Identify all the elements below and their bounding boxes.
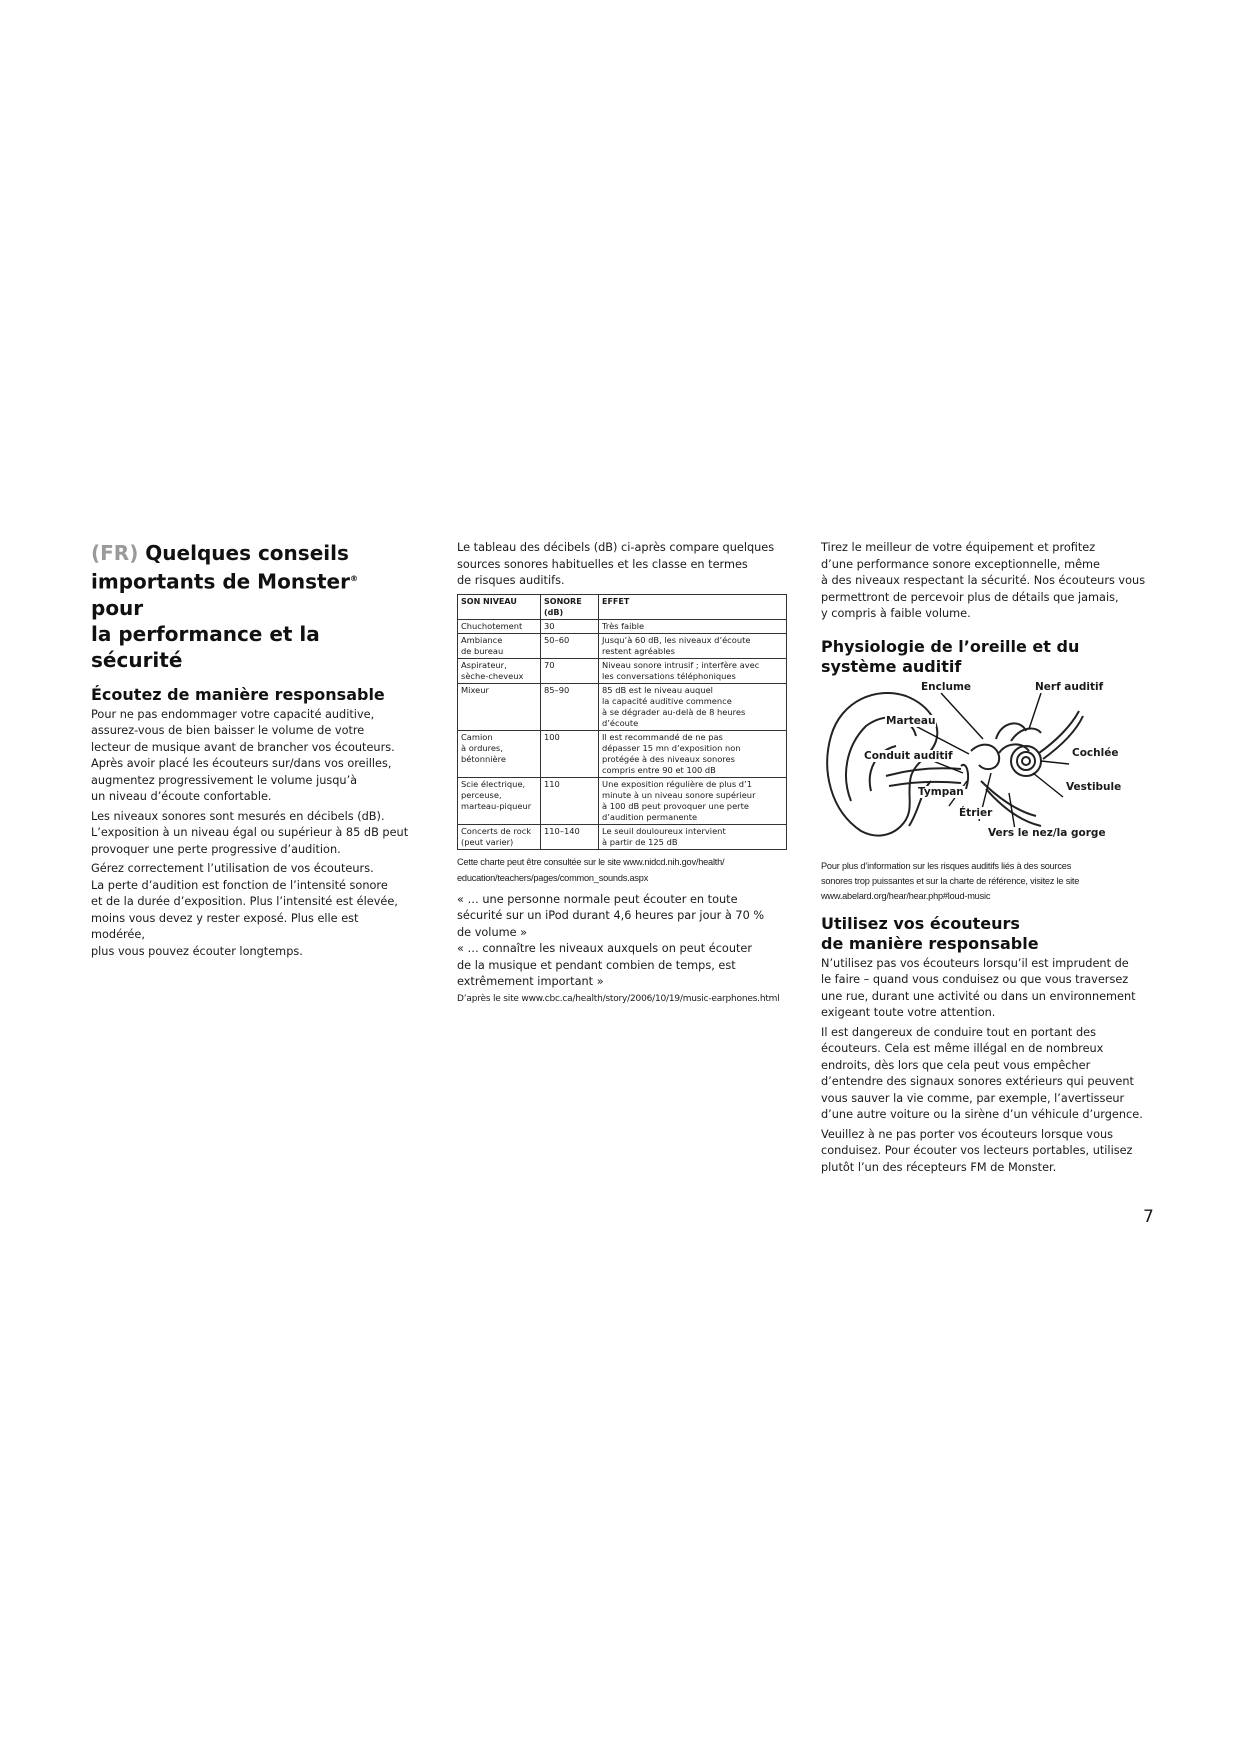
paragraph: Pour ne pas endommager votre capacité auditive, assurez-vous de bien baisser le volume de votre lecteur de musique avant de brancher vos écouteurs. Après avoir placé les écouteurs sur/dans vos oreilles, augmentez progressivement le volume jusqu’à un niveau d’écoute confortable. [91,707,395,804]
ear-label-nerf-auditif: Nerf auditif [1035,680,1104,693]
column-header: SON NIVEAU [458,594,541,619]
title-line-3: la performance et la sécurité [91,621,320,672]
column-left [91,540,413,963]
ear-label-etrier: Étrier [959,806,993,819]
column-header: EFFET [599,594,787,619]
registered-mark: ® [349,574,358,583]
table-row [458,777,787,824]
column-middle [457,540,792,1006]
table-cell-db: 110–140 [541,824,599,849]
section-heading-listen: Écoutez de manière responsable [91,684,385,704]
table-source: Cette charte peut être consultée sur le site www.nidcd.nih.gov/health/ education/teachers/pages/common_sounds.aspx [457,856,725,883]
column-right [821,540,1151,1179]
quote-source: D’après le site www.cbc.ca/health/story/2006/10/19/music-earphones.html [457,993,780,1004]
table-cell-db: 85–90 [541,683,599,730]
table-cell-db: 50–60 [541,633,599,658]
heading-line-1: Utilisez vos écouteurs [821,913,1020,933]
table-cell-source: Ambiance de bureau [458,633,541,658]
paragraph: N’utilisez pas vos écouteurs lorsqu’il est imprudent de le faire – quand vous conduisez ou que vous traversez une rue, durant une activité ou dans un environnement exigeant toute votre attention. [821,956,1136,1019]
paragraph: Il est dangereux de conduire tout en portant des écouteurs. Cela est même illégal en de nombreux endroits, dès lors que cela peut vous empêcher d’entendre des signaux sonores extérieurs qui peuvent vous sauver la vie comme, par exemple, l’avertisseur d’une autre voiture ou la sirène d’un véhicule d’urgence. [821,1025,1143,1121]
page-title [91,540,413,673]
paragraph: La perte d’audition est fonction de l’intensité sonore et de la durée d’exposition. Plus l’intensité est élevée, moins vous devez y rester exposé. Plus elle est modérée, plus vous pouvez écouter longtemps. [91,878,398,958]
ear-label-cochlee: Cochlée [1072,746,1119,759]
paragraph: Veuillez à ne pas porter vos écouteurs lorsque vous conduisez. Pour écouter vos lecteurs portables, utilisez plutôt l’un des récepteurs FM de Monster. [821,1127,1133,1174]
table-cell-effect: Une exposition régulière de plus d’1 minute à un niveau sonore supérieur à 100 dB peut provoquer une perte d’audition permanente [599,777,787,824]
table-row [458,730,787,777]
table-row [458,683,787,730]
table-intro: Le tableau des décibels (dB) ci-après compare quelques sources sonores habituelles et les classe en termes de risques auditifs. [457,541,775,587]
info-note: Pour plus d’information sur les risques auditifs liés à des sources sonores trop puissantes et sur la charte de référence, visitez le site www.abelard.org/hear/hear.php#loud-music [821,860,1080,901]
table-cell-effect: 85 dB est le niveau auquel la capacité auditive commence à se dégrader au-delà de 8 heures d’écoute [599,683,787,730]
ear-label-enclume: Enclume [921,680,972,693]
table-cell-source: Camion à ordures, bétonnière [458,730,541,777]
heading-line-2: de manière responsable [821,933,1039,953]
table-row [458,619,787,633]
table-cell-effect: Il est recommandé de ne pas dépasser 15 mn d’exposition non protégée à des niveaux sonores compris entre 90 et 100 dB [599,730,787,777]
table-cell-effect: Très faible [599,619,787,633]
quote: « … une personne normale peut écouter en toute sécurité sur un iPod durant 4,6 heures par jour à 70 % de volume » [457,892,765,939]
table-row [458,633,787,658]
table-cell-source: Scie électrique, perceuse, marteau-piqueur [458,777,541,824]
title-line-2a: importants de Monster [91,569,350,594]
section-heading-physiology: Physiologie de l’oreille et du système auditif [821,636,1080,676]
paragraph: Tirez le meilleur de votre équipement et profitez d’une performance sonore exceptionnelle, même à des niveaux respectant la sécurité. Nos écouteurs vous permettront de percevoir plus de détails que jamais, y compris à faible volume. [821,541,1146,620]
page-number: 7 [1143,1207,1154,1227]
table-row [458,824,787,849]
title-line-1: Quelques conseils [138,541,349,565]
quote: « … connaître les niveaux auxquels on peut écouter de la musique et pendant combien de temps, est extrêmement important » [457,942,753,988]
ear-label-vestibule: Vestibule [1066,780,1122,793]
table-cell-effect: Jusqu’à 60 dB, les niveaux d’écoute restent agréables [599,633,787,658]
table-cell-db: 100 [541,730,599,777]
ear-label-nez-gorge: Vers le nez/la gorge [988,826,1106,839]
table-cell-effect: Le seuil douloureux intervient à partir de 125 dB [599,824,787,849]
ear-label-tympan: Tympan [918,785,964,798]
section-heading-responsible [821,914,1151,954]
table-row [458,658,787,683]
language-tag: (FR) [91,541,139,565]
table-cell-source: Chuchotement [458,619,541,633]
paragraph: Gérez correctement l’utilisation de vos écouteurs. [91,862,374,876]
table-cell-effect: Niveau sonore intrusif ; interfère avec les conversations téléphoniques [599,658,787,683]
table-cell-db: 70 [541,658,599,683]
ear-label-marteau: Marteau [886,714,936,727]
table-cell-source: Mixeur [458,683,541,730]
table-cell-db: 110 [541,777,599,824]
ear-label-conduit-auditif: Conduit auditif [864,749,953,762]
ear-diagram [821,681,1151,851]
table-cell-source: Aspirateur, sèche-cheveux [458,658,541,683]
table-header-row [458,594,787,619]
title-line-2b: pour [91,595,144,620]
decibel-table [457,594,787,850]
column-header: SONORE (dB) [541,594,599,619]
ear-illustration [821,681,1151,851]
table-cell-db: 30 [541,619,599,633]
paragraph: Les niveaux sonores sont mesurés en décibels (dB). L’exposition à un niveau égal ou supérieur à 85 dB peut provoquer une perte progressive d’audition. [91,809,409,856]
table-cell-source: Concerts de rock (peut varier) [458,824,541,849]
